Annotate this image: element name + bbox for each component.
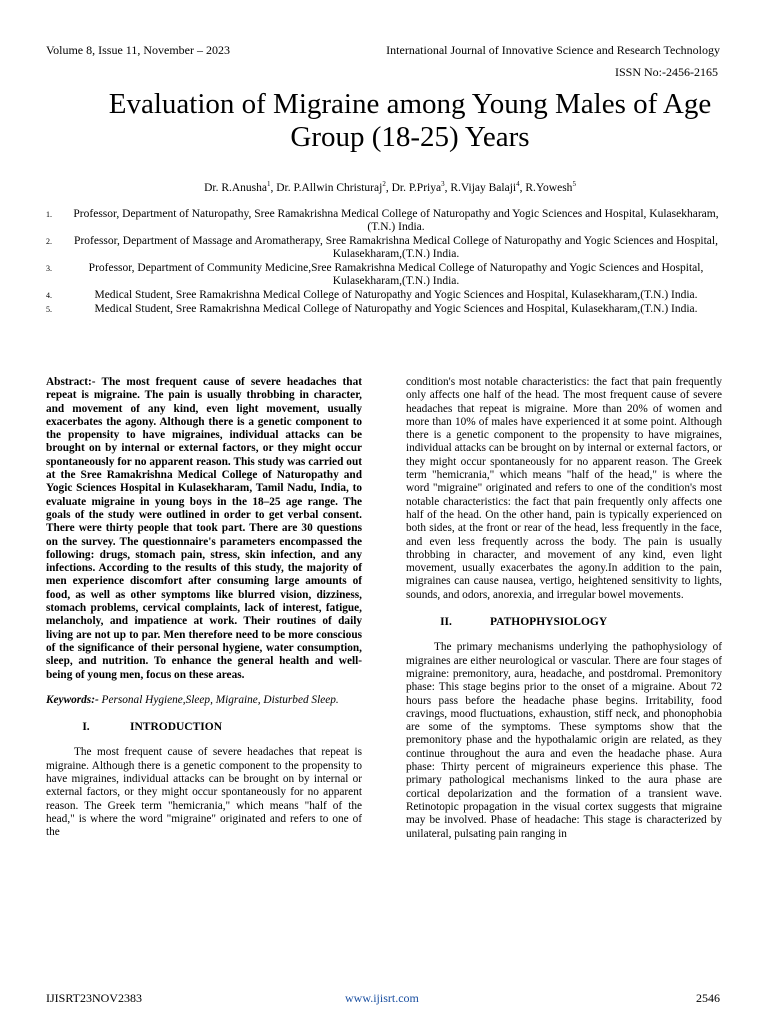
volume-issue: Volume 8, Issue 11, November – 2023 bbox=[46, 43, 230, 57]
affiliation bbox=[46, 289, 726, 302]
affiliation-text: Professor, Department of Community Medicine,Sree Ramakrishna Medical College of Naturopathy and Yogic Sciences and Hospital, Kulasekharam,(T.N.) India. bbox=[88, 262, 704, 287]
page-number: 2546 bbox=[696, 991, 720, 1005]
affiliation-number: 4. bbox=[46, 291, 52, 300]
affiliation-list bbox=[46, 208, 726, 317]
keywords bbox=[46, 694, 362, 707]
keywords-value: Personal Hygiene,Sleep, Migraine, Disturbed Sleep. bbox=[98, 693, 339, 706]
author-sup: 5 bbox=[572, 180, 576, 188]
affiliation-number: 2. bbox=[46, 237, 52, 246]
section-heading-pathophysiology bbox=[406, 616, 722, 629]
issn: ISSN No:-2456-2165 bbox=[614, 65, 718, 79]
author-sup: 4 bbox=[516, 180, 520, 188]
affiliation-number: 3. bbox=[46, 264, 52, 273]
author: Dr. P.Allwin Christuraj bbox=[276, 181, 383, 194]
affiliation-text: Professor, Department of Massage and Aromatherapy, Sree Ramakrishna Medical College of Naturopathy and Yogic Sciences and Hospital, Kulasekharam,(T.N.) India. bbox=[74, 235, 718, 260]
author: R.Yowesh bbox=[525, 181, 573, 194]
affiliation bbox=[46, 235, 726, 261]
pathophysiology-paragraph: The primary mechanisms underlying the pathophysiology of migraines are either neurological or vascular. There are four stages of migraine: premonitory, aura, headache, and postdromal. Premonitory phase: This stage begins prior to the onset of a migraine. About 72 hours pass before the headache phase begins. Irritability, food cravings, mood fluctuations, exhaustion, stiff neck, and phonophobia are some of the symptoms. These symptoms show that the premonitory phase and the hypothalamic origin are related, as they continue throughout the aura and even the headache phase. Aura phase: Thirty percent of migraineurs experience this phase. The primary pathological mechanisms linked to the aura phase are cortical depolarization and the formation of a transient wave. Retinotopic propagation in the visual cortex suggests that migraine may be involved. Phase of headache: This stage is characterized by unilateral, pulsating pain ranging in bbox=[406, 641, 722, 840]
journal-name: International Journal of Innovative Science and Research Technology bbox=[386, 43, 720, 57]
left-column bbox=[46, 376, 362, 850]
affiliation-text: Professor, Department of Naturopathy, Sree Ramakrishna Medical College of Naturopathy and Yogic Sciences and Hospital, Kulasekharam,(T.N.) India. bbox=[73, 208, 719, 233]
article-code: IJISRT23NOV2383 bbox=[46, 991, 142, 1005]
affiliation-text: Medical Student, Sree Ramakrishna Medical College of Naturopathy and Yogic Sciences and Hospital, Kulasekharam,(T.N.) India. bbox=[94, 289, 698, 301]
author: Dr. P.Priya bbox=[391, 181, 442, 194]
journal-url-link[interactable]: www.ijisrt.com bbox=[345, 991, 419, 1005]
author-sup: 1 bbox=[267, 180, 271, 188]
author-sup: 2 bbox=[382, 180, 386, 188]
section-number: II. bbox=[440, 616, 452, 629]
intro-paragraph: The most frequent cause of severe headaches that repeat is migraine. Although there is a genetic component to the propensity to have migraines, individual attacks can be brought on by internal or external factors, or they might occur spontaneously for no apparent reason. The Greek term "hemicrania," which means "half of the head," is where the word "migraine" originated and refers to one of the bbox=[46, 746, 362, 839]
section-heading-introduction bbox=[46, 721, 362, 734]
keywords-label: Keywords:- bbox=[46, 693, 99, 706]
affiliation bbox=[46, 208, 726, 234]
section-title: PATHOPHYSIOLOGY bbox=[490, 616, 608, 629]
affiliation-number: 1. bbox=[46, 210, 52, 219]
author-list: Dr. R.Anusha$^1$, Dr. P.Allwin Christuraj$^2$, Dr. P.Priya$^3$, R.Vijay Balaji$^4$, R.Yowesh$^5$ bbox=[204, 180, 576, 194]
paper-title: Evaluation of Migraine among Young Males of Age Group (18-25) Years bbox=[108, 88, 712, 153]
abstract: Abstract:- The most frequent cause of severe headaches that repeat is migraine. The pain is usually throbbing in character, and movement of any kind, even light movement, usually exacerbates the agony. Although there is a genetic component to the propensity to have migraines, individual attacks can be brought on by internal or external factors, or they might occur spontaneously for no apparent reason. This study was carried out at the Sree Ramakrishna Medical College of Naturopathy and Yogic Sciences Hospital in Kulasekharam, Tamil Nadu, India, to evaluate migraine in young boys in the 18–25 age range. The goals of the study were outlined in order to get verbal consent. There were thirty people that took part. There are 30 questions on the survey. The questionnaire's parameters encompassed the following: drugs, stomach pain, stress, skin infection, and any infections. According to the results of this study, the majority of men experience discomfort after consuming large amounts of food, as well as other symptoms like blurred vision, dizziness, stomach problems, cervical complaints, lack of interest, fatigue, melancholy, and impatience at work. Their routines of daily living are not up to par. Men therefore need to be more conscious of the significance of their personal hygiene, water consumption, sleep, and nutrition. To enhance the general health and well-being of young men, focus on these areas. bbox=[46, 376, 362, 681]
intro-paragraph-continued: condition's most notable characteristics: the fact that pain frequently only affects one half of the head. The most frequent cause of severe headaches that repeat is migraine. More than 20% of women and more than 10% of males have experienced it at some point. Although there is a genetic component to the propensity to have migraines, individual attacks can be brought on by internal or external factors, or they might occur spontaneously for no apparent reason. The Greek term "hemicrania," which means "half of the head," is where the word "migraine" originated and refers to one of the condition's most notable characteristics: the fact that pain frequently only affects one half of the head. On the other hand, pain is typically experienced on both sides, at the front or rear of the head, less frequently in the face, and even less frequently across the body. The pain is usually throbbing in character, and movement of any kind, even light movement, usually exacerbates the agony.In addition to the pain, migraines can cause nausea, vertigo, heightened sensitivity to lights, sounds, and odors, anorexia, and irregular bowel movements. bbox=[406, 376, 722, 601]
section-number: I. bbox=[82, 721, 90, 734]
right-column bbox=[406, 376, 722, 851]
affiliation bbox=[46, 262, 726, 288]
author-sup: 3 bbox=[441, 180, 445, 188]
affiliation bbox=[46, 303, 726, 316]
affiliation-number: 5. bbox=[46, 305, 52, 314]
author: Dr. R.Anusha bbox=[204, 181, 267, 194]
author: R.Vijay Balaji bbox=[450, 181, 517, 194]
section-title: INTRODUCTION bbox=[130, 721, 223, 734]
affiliation-text: Medical Student, Sree Ramakrishna Medical College of Naturopathy and Yogic Sciences and Hospital, Kulasekharam,(T.N.) India. bbox=[94, 303, 698, 315]
